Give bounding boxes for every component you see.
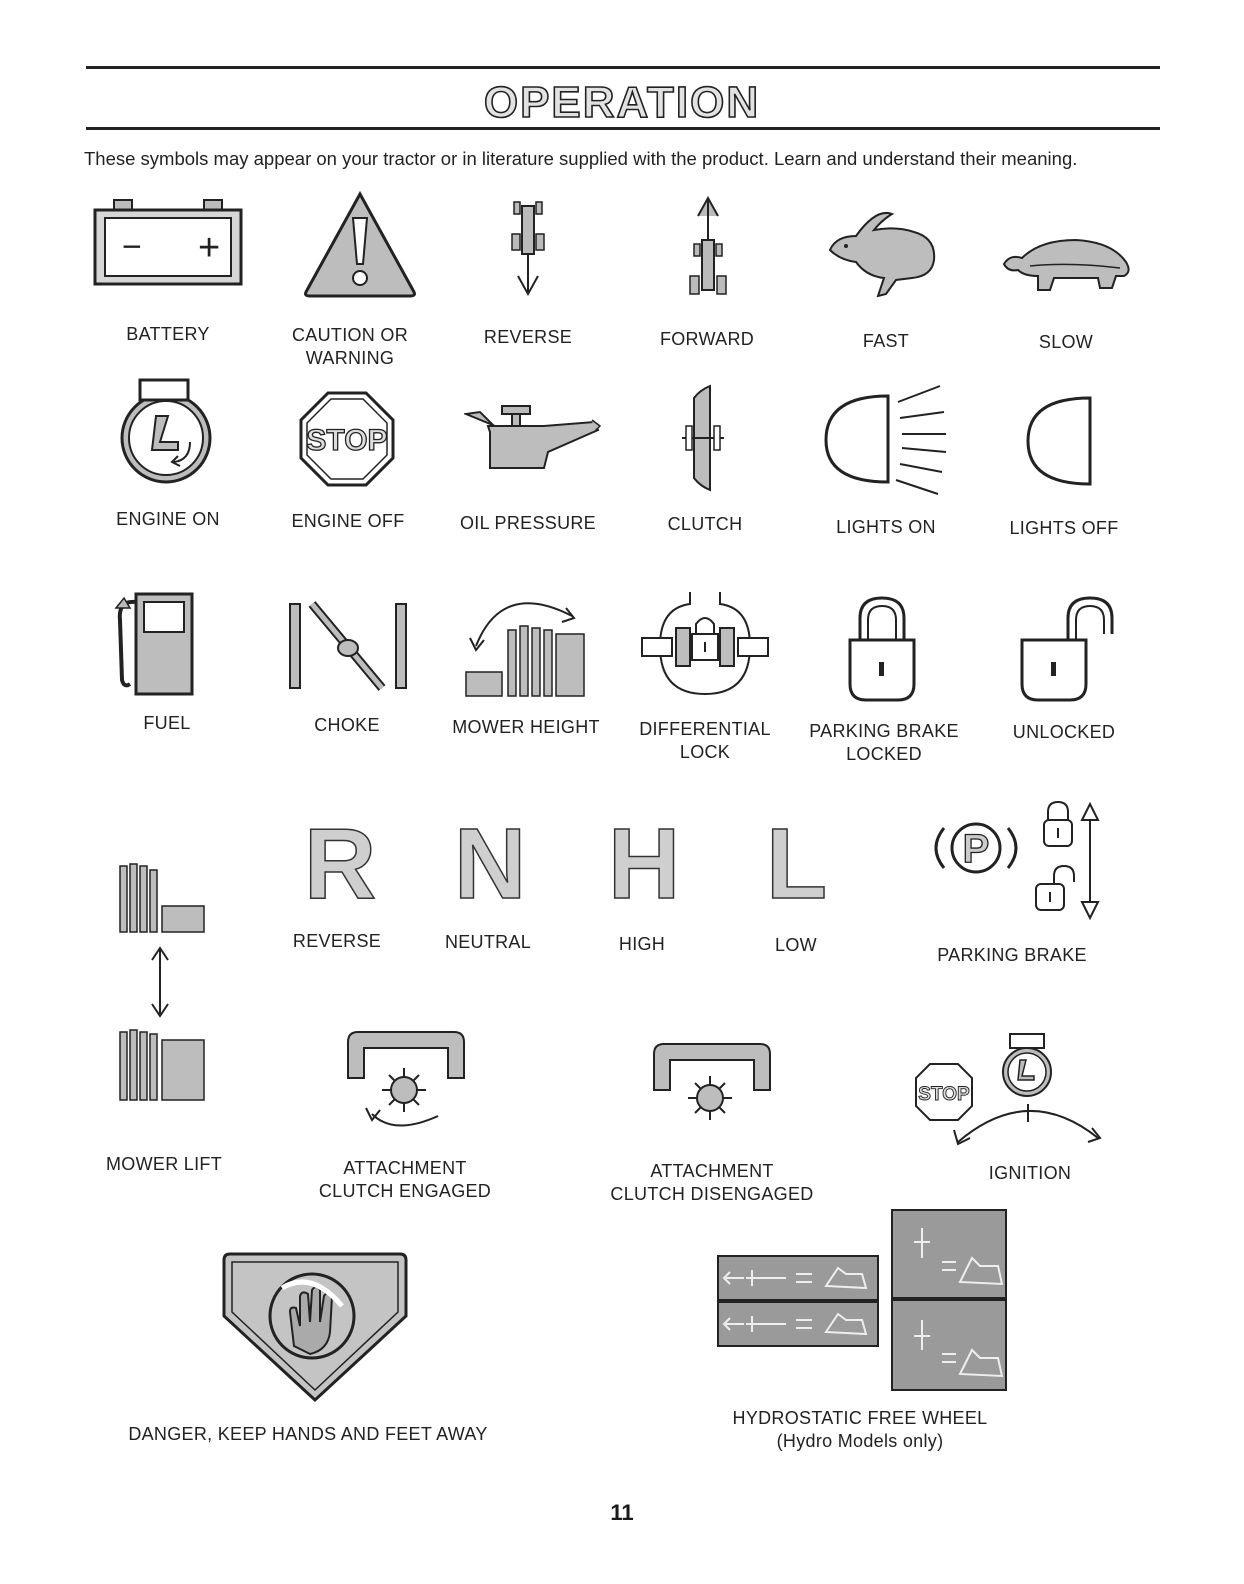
label-attachment-engaged <box>319 1157 491 1203</box>
label-mower-lift: MOWER LIFT <box>106 1154 222 1174</box>
label-choke: CHOKE <box>314 715 380 735</box>
engine-on-icon <box>118 376 214 488</box>
label-att-dis-line2: CLUTCH DISENGAGED <box>610 1184 814 1204</box>
label-gear-reverse: REVERSE <box>292 931 382 951</box>
label-battery: BATTERY <box>126 324 210 344</box>
choke-icon <box>286 600 410 692</box>
label-diff-line2: LOCK <box>679 742 731 762</box>
forward-arrow-icon <box>686 196 730 300</box>
label-parking-brake: PARKING BRAKE <box>937 945 1087 965</box>
label-attachment-disengaged <box>610 1160 813 1206</box>
label-parking-brake-locked <box>809 720 959 766</box>
top-rule <box>86 66 1160 69</box>
label-fuel: FUEL <box>143 713 191 733</box>
battery-plus: + <box>198 227 221 269</box>
label-lights-on: LIGHTS ON <box>836 517 936 537</box>
intro-text: These symbols may appear on your tractor or in literature supplied with the product. Learn and understand their meaning. <box>84 148 1078 169</box>
label-reverse: REVERSE <box>483 327 573 347</box>
label-caution-line2: WARNING <box>305 348 395 368</box>
padlock-unlocked-icon <box>1018 594 1114 704</box>
gear-reverse-letter: R <box>304 808 377 920</box>
label-diff-line1: DIFFERENTIAL <box>639 719 771 739</box>
oil-can-icon <box>464 402 604 474</box>
label-forward: FORWARD <box>659 329 755 349</box>
label-att-dis-line1: ATTACHMENT <box>650 1161 774 1181</box>
gear-high-letter: H <box>608 808 681 920</box>
rabbit-icon <box>826 206 938 300</box>
label-att-eng-line2: CLUTCH ENGAGED <box>318 1181 492 1201</box>
label-engine-off: ENGINE OFF <box>291 511 405 531</box>
stop-sign-icon <box>298 390 396 488</box>
label-unlocked: UNLOCKED <box>1012 722 1116 742</box>
attachment-clutch-disengaged-icon <box>650 1040 774 1126</box>
label-hydro-line1: HYDROSTATIC FREE WHEEL <box>732 1408 988 1428</box>
p-letter: P <box>962 827 990 871</box>
parking-brake-icon <box>926 800 1106 922</box>
label-pbl-line2: LOCKED <box>846 744 922 764</box>
differential-lock-icon <box>640 590 770 702</box>
label-gear-neutral: NEUTRAL <box>444 932 532 952</box>
gear-low-letter: L <box>766 808 828 920</box>
ignition-icon <box>914 1030 1108 1150</box>
hydrostatic-free-wheel-icon <box>716 1208 1008 1392</box>
turtle-icon <box>1000 236 1134 298</box>
label-lights-off: LIGHTS OFF <box>1009 518 1119 538</box>
label-mower-height: MOWER HEIGHT <box>452 717 600 737</box>
label-caution-line1: CAUTION OR <box>291 325 409 345</box>
attachment-clutch-engaged-icon <box>344 1028 468 1134</box>
label-slow: SLOW <box>1038 332 1094 352</box>
lights-on-icon <box>822 382 948 496</box>
battery-minus: − <box>122 228 142 266</box>
caution-icon <box>300 188 420 300</box>
label-hydrostatic <box>733 1407 988 1453</box>
mower-lift-icon <box>116 856 208 1106</box>
page-number: 11 <box>610 1500 634 1525</box>
clutch-icon <box>676 382 730 494</box>
mower-height-icon <box>462 586 590 700</box>
lights-off-icon <box>1026 394 1096 488</box>
title-underline <box>86 127 1160 130</box>
ignition-stop-text: STOP <box>918 1084 970 1105</box>
label-clutch: CLUTCH <box>667 514 743 534</box>
label-differential-lock <box>639 718 771 764</box>
label-pbl-line1: PARKING BRAKE <box>809 721 959 741</box>
reverse-arrow-icon <box>506 198 550 298</box>
battery-icon <box>92 198 244 288</box>
label-hydro-line2: (Hydro Models only) <box>776 1431 944 1451</box>
danger-hand-icon <box>220 1250 410 1404</box>
label-oil-pressure: OIL PRESSURE <box>460 513 596 533</box>
fuel-pump-icon <box>112 590 196 698</box>
label-gear-low: LOW <box>775 935 817 955</box>
gear-neutral-letter: N <box>454 808 527 920</box>
label-caution <box>292 324 408 370</box>
label-att-eng-line1: ATTACHMENT <box>343 1158 467 1178</box>
label-engine-on: ENGINE ON <box>116 509 220 529</box>
label-danger: DANGER, KEEP HANDS AND FEET AWAY <box>128 1424 488 1444</box>
label-fast: FAST <box>862 331 910 351</box>
label-gear-high: HIGH <box>618 934 666 954</box>
stop-text: STOP <box>306 424 388 457</box>
padlock-locked-icon <box>846 594 918 704</box>
label-ignition: IGNITION <box>988 1163 1072 1183</box>
page-title: OPERATION <box>483 78 761 127</box>
